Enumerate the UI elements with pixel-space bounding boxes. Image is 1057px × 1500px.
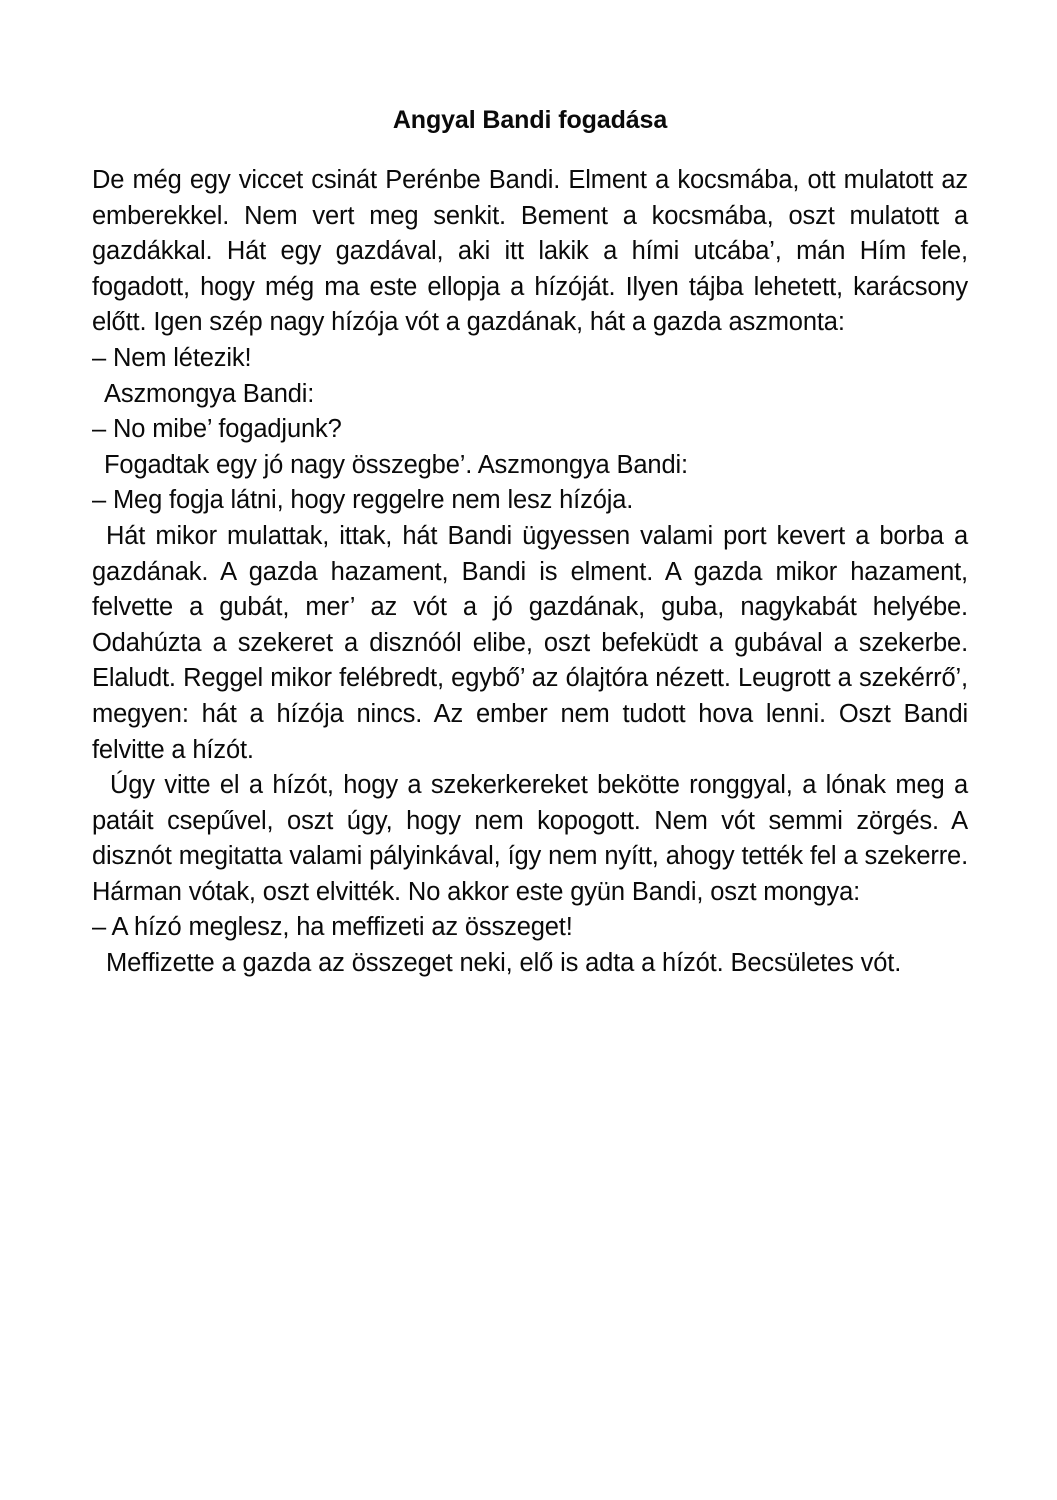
paragraph-closing: Meffizette a gazda az összeget neki, elő is adta a hízót. Becsületes vót. (106, 949, 902, 978)
paragraph-intro: De még egy viccet csinát Perénbe Bandi. Elment a kocsmába, ott mulatott az emberekkel. Nem vert meg senkit. Bement a kocsmába, oszt mulatott a gazdákkal. Hát egy gazdával, aki itt lakik a hími utcába’, mán Hím fele, fogadott, hogy még ma este ellopja a hízóját. Ilyen tájba lehetett, karácsony előtt. Igen szép nagy hízója vót a gazdának, hát a gazda aszmonta: (92, 166, 968, 337)
dialogue-line-1: – Nem létezik! (92, 343, 252, 372)
dialogue-speaker-1: Aszmongya Bandi: (104, 379, 315, 408)
page-title: Angyal Bandi fogadása (392, 105, 668, 134)
paragraph-theft: Úgy vitte el a hízót, hogy a szekerkereket bekötte ronggyal, a lónak meg a patáit csepűvel, oszt úgy, hogy nem kopogott. Nem vót semmi zörgés. A disznót megitatta valami pályinkával, így nem nyítt, ahogy tették fel a szekerre. Hárman vótak, oszt elvitték. No akkor este gyün Bandi, oszt mongya: (92, 771, 968, 906)
dialogue-speaker-2: Fogadtak egy jó nagy összegbe’. Aszmongya Bandi: (104, 450, 688, 479)
paragraph-drugging: Hát mikor mulattak, ittak, hát Bandi ügyessen valami port kevert a borba a gazdának. A gazda hazament, Bandi is elment. A gazda mikor hazament, felvette a gubát, mer’ az vót a jó gazdának, guba, nagykabát helyébe. Odahúzta a szekeret a disznóól elibe, oszt befeküdt a gubával a szekerbe. Elaludt. Reggel mikor felébredt, egybő’ az ólajtóra nézett. Leugrott a szekérrő’, megyen: hát a hízója nincs. Az ember nem tudott hova lenni. Oszt Bandi felvitte a hízót. (92, 521, 968, 764)
document-body (92, 163, 968, 982)
dialogue-line-4: – A hízó meglesz, ha meffizeti az összeget! (92, 913, 573, 942)
dialogue-line-2: – No mibe’ fogadjunk? (92, 415, 342, 444)
dialogue-line-3: – Meg fogja látni, hogy reggelre nem lesz hízója. (92, 486, 634, 515)
